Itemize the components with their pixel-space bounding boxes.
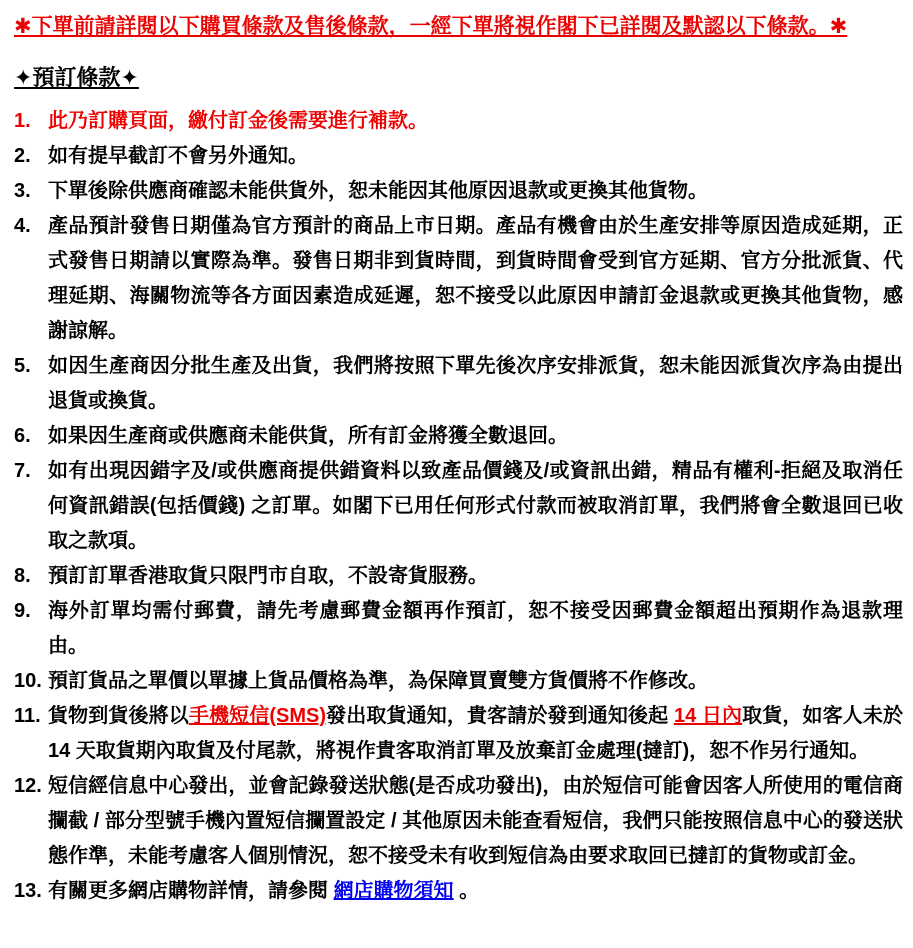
term-item-12 <box>14 769 903 874</box>
term-text-segment: 發出取貨通知，貴客請於發到通知後起 <box>326 705 674 727</box>
term-item-7 <box>14 454 903 559</box>
term-number: 8. <box>14 565 31 587</box>
term-text-segment: 海外訂單均需付郵費，請先考慮郵費金額再作預訂，恕不接受因郵費金額超出預期作為退款理由。 <box>48 600 903 657</box>
term-text <box>48 664 903 699</box>
term-text-segment: 預訂貨品之單價以單據上貨品價格為準，為保障買賣雙方貨價將不作修改。 <box>48 670 708 692</box>
term-item-6 <box>14 419 903 454</box>
term-text <box>48 769 903 874</box>
term-text <box>48 139 903 174</box>
term-text-segment: 。 <box>453 880 480 902</box>
term-text-segment: 取貨，如客人未於 14 天取貨期內取貨及付尾款，將視作貴客取消訂單及放棄訂金處理(撻訂)，恕不作另行通知。 <box>48 705 904 762</box>
shop-guide-link[interactable]: 網店購物須知 <box>333 880 454 902</box>
term-number: 6. <box>14 425 31 447</box>
term-text <box>48 174 903 209</box>
term-number: 7. <box>14 460 31 482</box>
term-number: 12. <box>14 775 42 797</box>
term-text-segment: 如有出現因錯字及/或供應商提供錯資料以致產品價錢及/或資訊出錯，精品有權利-拒絕及取消任何資訊錯誤(包括價錢) 之訂單。如閣下已用任何形式付款而被取消訂單，我們將會全數退回已收取之款項。 <box>48 460 903 552</box>
term-text-segment: 如因生產商因分批生產及出貨，我們將按照下單先後次序安排派貨，恕未能因派貨次序為由提出退貨或換貨。 <box>48 355 903 412</box>
highlighted-term-text: 14 日內 <box>673 705 743 727</box>
term-text-segment: 預訂訂單香港取貨只限門市自取，不設寄貨服務。 <box>48 565 488 587</box>
term-text <box>48 559 903 594</box>
term-text-segment: 產品預計發售日期僅為官方預計的商品上市日期。產品有機會由於生產安排等原因造成延期，正式發售日期請以實際為準。發售日期非到貨時間，到貨時間會受到官方延期、官方分批派貨、代理延期、海關物流等各方面因素造成延遲，恕不接受以此原因申請訂金退款或更換其他貨物，感謝諒解。 <box>48 215 903 342</box>
term-number: 10. <box>14 670 42 692</box>
term-item-11 <box>14 699 903 769</box>
term-number: 3. <box>14 180 31 202</box>
term-text-segment: 如有提早截訂不會另外通知。 <box>48 145 308 167</box>
term-text <box>48 594 903 664</box>
term-number: 1. <box>14 110 31 132</box>
term-number: 9. <box>14 600 31 622</box>
term-item-5 <box>14 349 903 419</box>
term-text <box>48 419 903 454</box>
term-number: 4. <box>14 215 31 237</box>
term-text-segment: 如果因生產商或供應商未能供貨，所有訂金將獲全數退回。 <box>48 425 568 447</box>
term-text <box>48 104 903 139</box>
term-item-13 <box>14 874 903 909</box>
term-text-segment: 下單後除供應商確認未能供貨外，恕未能因其他原因退款或更換其他貨物。 <box>48 180 708 202</box>
term-text <box>48 699 903 769</box>
term-text <box>48 349 903 419</box>
term-number: 2. <box>14 145 31 167</box>
terms-list <box>14 104 903 909</box>
term-text-segment: 此乃訂購頁面，繳付訂金後需要進行補款。 <box>48 110 428 132</box>
term-text <box>48 209 903 349</box>
term-number: 11. <box>14 705 41 727</box>
purchase-notice: ✱下單前請詳閱以下購買條款及售後條款，一經下單將視作閣下已詳閱及默認以下條款。✱ <box>14 15 848 38</box>
term-text <box>48 874 903 909</box>
term-item-2 <box>14 139 903 174</box>
term-text <box>48 454 903 559</box>
term-item-3 <box>14 174 903 209</box>
term-text-segment: 有關更多網店購物詳情，請參閱 <box>48 880 334 902</box>
term-item-1 <box>14 104 903 139</box>
term-item-4 <box>14 209 903 349</box>
term-item-10 <box>14 664 903 699</box>
term-number: 13. <box>14 880 42 902</box>
term-text-segment: 貨物到貨後將以 <box>48 705 189 727</box>
term-item-9 <box>14 594 903 664</box>
term-item-8 <box>14 559 903 594</box>
preorder-terms-heading: ✦預訂條款✦ <box>14 65 139 90</box>
term-number: 5. <box>14 355 31 377</box>
term-text-segment: 短信經信息中心發出，並會記錄發送狀態(是否成功發出)，由於短信可能會因客人所使用的電信商攔截 / 部分型號手機內置短信攔置設定 / 其他原因未能查看短信，我們只能按照信息中心的發送狀態作準，未能考慮客人個別情況，恕不接受未有收到短信為由要求取回已撻訂的貨物或訂金。 <box>48 775 903 867</box>
highlighted-term-text: 手機短信(SMS) <box>188 705 327 727</box>
